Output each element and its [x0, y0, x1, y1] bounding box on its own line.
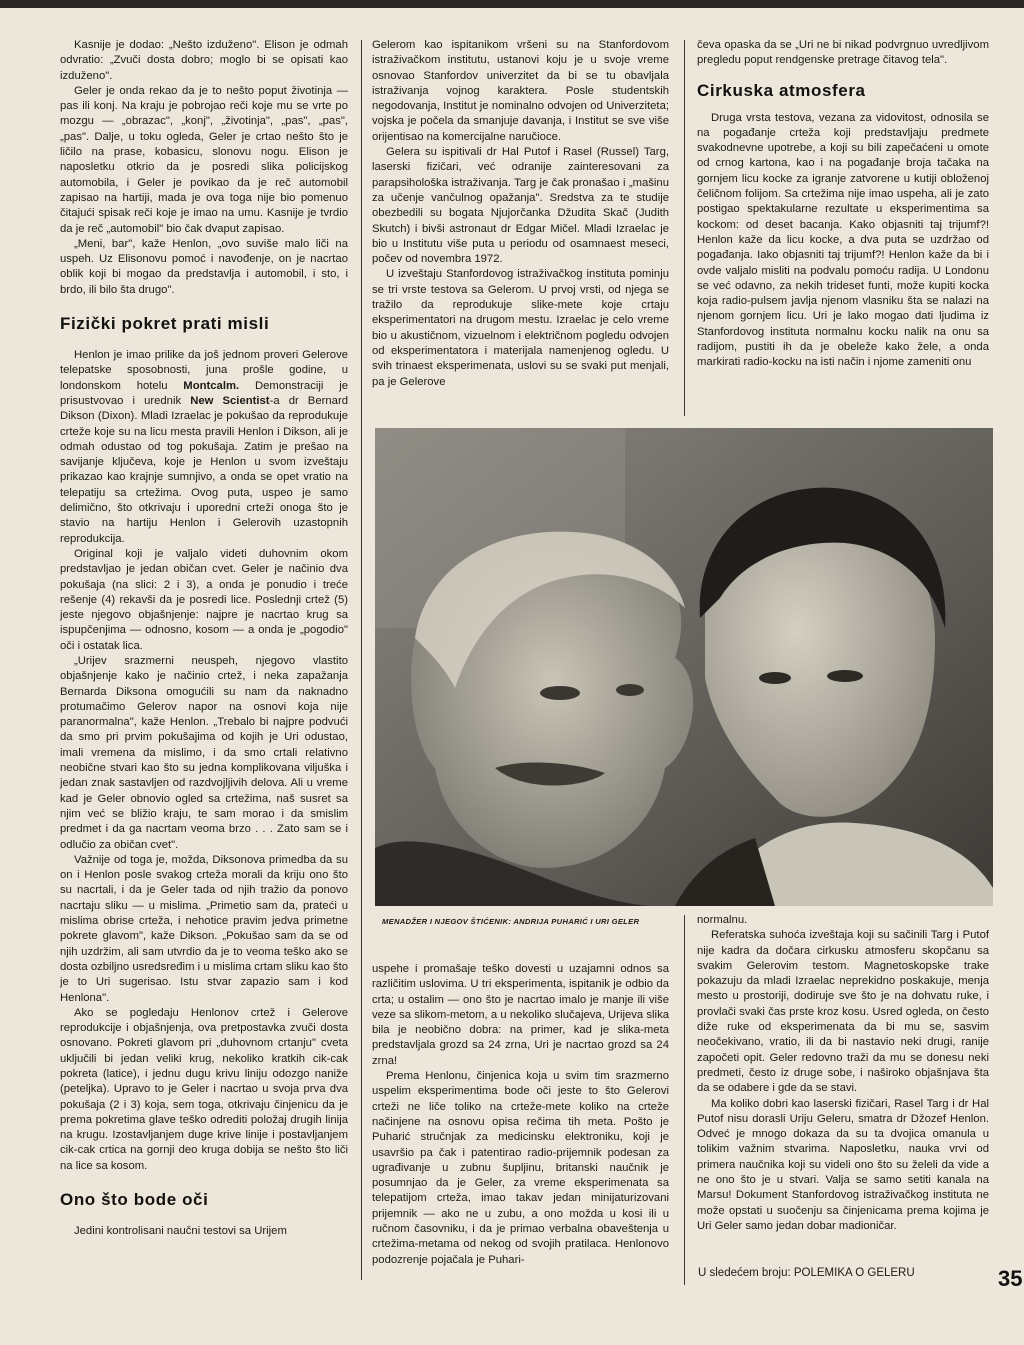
column-divider [684, 40, 685, 416]
paragraph: Druga vrsta testova, vezana za vidovitost, odnosila se na pogađanje crteža koji predstavljaju predmete svakodnevne upotrebe, a koji su bili zapečaćeni u omote od crnog kartona, kao i na pogađanje broja tačaka na gornjem licu kocke za igranje zatvorene u kutiji obloženoj čeličnom folijom. Sa crtežima nije imao uspeha, ali je zato postigao spektakularne rezultate u eksperimentima sa kockom: od deset bacanja. Kako objasniti taj trijumf?! Henlon kaže da licu kocke, a dva puta se uzdržao od pogađanja. Iako objasniti taj trijumf?! Henlon kaže da bi i ovde valjalo misliti na podvalu pomoću radija. U Londonu se već odavno, za nekih trideset funti, može kupiti kocka koja radio-pulsem javlja njenom vlasniku šta se nalazi na njenom gornjem licu. Uri je lako mogao dati ljudima iz Stanfordovog instituta normalnu kocku nalik na onu sa radijom, pustiti ih da je obeleže kako žele, a onda markirati radio-kocku na isti način i njome zameniti onu [697, 111, 989, 369]
page-number: 35 [998, 1266, 1023, 1291]
next-issue-note: U sledećem broju: POLEMIKA O GELERU [698, 1267, 915, 1279]
paragraph: normalnu. [697, 914, 748, 926]
paragraph: čeva opaska da se „Uri ne bi nikad podvrgnuo uvredljivom pregledu poput rendgenske pretrage čitavog tela". [697, 39, 989, 67]
column-2 [372, 38, 669, 412]
page-top-edge [0, 0, 1024, 8]
photo-puharic-geler [375, 428, 993, 906]
magazine-name: New Scientist [190, 394, 270, 407]
paragraph: Kasnije je dodao: „Nešto izduženo". Elison je odmah odvratio: „Zvuči dosta dobro; moglo bi se opisati kao izduženo". [60, 39, 348, 82]
paragraph: Prema Henlonu, činjenica koja u svim tim srazmerno uspelim eksperimentima bode oči jeste to što Gelerovi crteži ne liče toliko na crteže-mete koliko na crteže načinjene na osnovu opisa rečima tih meta. Pošto je Puharić stručnjak za medicinsku elektroniku, koji je usavršio pa čak i patentirao radio-prijemnik podesan za ugrađivanje u zubnu šupljinu, britanski naučnik je posumnjao da je Geler, za vreme eksperimenata sa telepatijom crteža, imao takav jedan minijaturizovani prijemnik — ako ne u zubu, a ono možda u kosi ili u ručnom časovniku, i da je primao verbalna obaveštenja u crtežima-metama od nekog od svojih pratilaca. Henlonovo podozrenje pojačala je Puhari- [372, 1070, 669, 1266]
column-4 [372, 962, 669, 1286]
column-divider [684, 915, 685, 1285]
section-heading-cirkuska: Cirkuska atmosfera [697, 80, 866, 100]
hotel-name: Montcalm. [183, 379, 240, 392]
column-divider [361, 40, 362, 1280]
paragraph: „Urijev srazmerni neuspeh, njegovo vlastito objašnjenje kako je načinio crtež, i neka zapažanja Bernarda Diksona omogućili su nam da naknadno protumačimo Gelerov napor na osnovi koja nije paranormalna", kaže Henlon. „Trebalo bi najpre podvući da smo pri prvim pokušajima od kojih je Uri odustao, imali vremena da mislimo, i da smo crtali relativno neobične stvari kao što su jedna komplikovana viljuška i jedan znak sastavljen od razdvojljivih delova. Ali u vreme kad je Geler obnovio ogled sa crtežima, naš susret sa njim već se bližio kraju, te sam morao i da smislim predmet i da ga nacrtam veoma brzo . . . Zato sam se i odlučio za običan cvet". [60, 654, 348, 851]
paragraph: Jedini kontrolisani naučni testovi sa Urijem [74, 1225, 287, 1238]
column-3 [697, 38, 989, 412]
paragraph: Original koji je valjalo videti duhovnim okom predstavljao je jedan običan cvet. Geler je načinio dva pokušaja (na slici: 2 i 3), a onda je ponudio i treće rešenje (4) rekavši da je posredi lice. Poslednji crtež (5) jeste njegovo objašnjenje: najpre je nacrtao krug sa ispupčenjima — odnosno, kosom — a onda je „pogodio" oči i ostatak lica. [60, 547, 348, 652]
photo-caption: MENADŽER I NJEGOV ŠTIĆENIK: ANDRIJA PUHARIĆ I URI GELER [382, 917, 640, 926]
paragraph: Referatska suhoća izveštaja koji su sačinili Targ i Putof nije kadra da dočara cirkusku atmosferu skopčanu sa svakim Gelerovim testom. Magnetoskopske trake pokazuju da mladi Izraelac neprekidno poskakuje, menja mesto u prostoriji, dodiruje sve što je na dohvatu ruke, i provlači svaki čas prste kroz kosu. Usred ogleda, on često diže ruke od eksperimenata da bi mu se, sasvim neočekivano, vratio, ili da bi nastavio neki drugi, ranije započeti opit. Geler redovno traži da mu se donesu neki predmeti, često iz druge sobe, i naširoko objašnjava šta da se odabere i gde da se stavi. [697, 929, 989, 1095]
section-heading-fizicki: Fizički pokret prati misli [60, 314, 270, 334]
paragraph: Važnije od toga je, možda, Diksonova primedba da su on i Henlon posle svakog crteža morali da kriju ono što su nacrtali, i da je Geler tada od njih tražio da ponovo nacrtaju sliku — u mislima. „Primetio sam da, prateći u mislima obrise crteža, i nehotice pravim jedva primetne pokrete glavom", kaže Dikson. „Pokušao sam da se od njih uzdržim, ali sam utvrdio da je to veoma teško ako se dosta ozbiljno usredsređim i u mislima crtam sliku kao što je to Uri sugerisao. Istu stvar zapazio sam i kod Henlona". [60, 853, 348, 1004]
paragraph: Ako se pogledaju Henlonov crtež i Gelerove reprodukcije i objašnjenja, ova pretpostavka zvuči dosta osnovano. Pokreti glavom pri „duhovnom crtanju" cveta uključili bi jedan veliki krug, nekoliko kratkih cik-cak pokreta (latice), i jednu dugu krivu liniju odozgo naniže (peteljka). Upravo to je Geler i nacrtao u svoja prva dva pokušaja (2 i 3) koja, sem toga, otkrivaju činjenicu da je prema pokretima glave teško odrediti položaj drugih linija na krugu. Izostavljanjem duge krive linije i postavljanjem cik-cak crtica na gornji deo kruga dobija se nešto što liči na lice sa kosom. [60, 1006, 348, 1172]
paragraph: Geler je onda rekao da je to nešto poput životinja — pas ili konj. Na kraju je pobrojao reči koje mu se vrte po mozgu — „obrazac", „konj", „životinja", „pas", „pas", „pas". Dalje, u toku ogleda, Geler je crtao nešto što je ličilo na prase, kobasicu, slonovu nogu. Elison je naposletku otkrio da je posredi slika policijskog automobila, i Geler je povikao da je reč automobil zapisao na hartiji, mada je ova toga nije bio pomenuo čitajući spisak reči koje je imao na umu. Kasnije je tvrdio da je reč „automobil" bio čak dvaput zapisao. [60, 84, 348, 235]
paragraph: Gelerom kao ispitanikom vršeni su na Stanfordovom istraživačkom institutu, ustanovi koju je u svoje vreme osnovao Stanfordov univerzitet da bi se tu obavljala istraživanja vojnog karaktera. Posle studentskih negodovanja, Institut je nominalno odvojen od Univerziteta; vojska je počela da smanjuje davanja, i Institut se sve više orijentisao na komercijalne naručioce. [372, 39, 669, 143]
paragraph-henlon: Henlon je imao prilike da još jednom proveri Gelerove telepatske sposobnosti, juna prošle godine, u londonskom hotelu Montcalm. Demonstraciji je prisustvovao i urednik New Scientist-a dr Bernard Dikson (Dixon). Mladi Izraelac je pokušao da reprodukuje crteže koje su na licu mesta pravili Henlon i Dikson, ali je odmah odustao od tog pokušaja. Zatim je prešao na savijanje ključeva, koje je Henlon u svom izveštaju prikazao kao krajnje sumnjivo, a onda se opet vratio na telepatiju sa crtežima. Ovog puta, uspeo je samo delimično, što otkrivaju i uporedni crteži onoga što je stavio na hartiju Henlon i Gelerovih uzastopnih reprodukcija. [60, 349, 348, 545]
paragraph: Ma koliko dobri kao laserski fizičari, Rasel Targ i dr Hal Putof nisu dorasli Uriju Geleru, smatra dr Džozef Henlon. Odveć je mnogo dokaza da su ta dvojica omanula u tolikim važnim stvarima. Naposletku, nauka vrvi od primera naučnika koji su videli ono što su želeli da vide a ne ono što je u stvari. Valja se samo setiti kanala na Marsu! Dokument Stanfordovog istraživačkog instituta ne može opstati u suočenju sa činjenicama prema kojima je Uri Geler samo jedan dobar madioničar. [697, 1097, 989, 1232]
paragraph: uspehe i promašaje teško dovesti u uzajamni odnos sa različitim uslovima. U tri eksperimenta, ispitanik je odbio da crta; u ostalim — ono što je nacrtao imalo je manje ili više veze sa slikom-metom, a u nekoliko slučajeva, Urijeva slika bila je neobično dobra: na primer, kad je slika-meta predstavljala grozd sa 24 zrna, Uri je nacrtao grozd sa 24 zrna! [372, 963, 669, 1067]
paragraph: U izveštaju Stanfordovog istraživačkog instituta pominju se tri vrste testova sa Gelerom. U prvoj vrsti, od njega se tražilo da reprodukuje slike-mete koje crtaju eksperimentatori na drugom mestu. Izraelac je celo vreme bio u akustičnom, vizuelnom i električnom pogledu odvojen od eksperimentatora i materijala namenjenog ogledu. U svih trinaest eksperimenata, uslovi su se svaki put menjali, pa je Gelerove [372, 268, 669, 388]
column-5 [697, 913, 989, 1261]
paragraph: Gelera su ispitivali dr Hal Putof i Rasel (Russel) Targ, laserski fizičari, već odranije zainteresovani za parapsihološka istraživanja. Targ je čak pronašao i „mašinu za učenje vančulnog opažanja". Sredstva za te studije obezbedili su bogata Njujorčanka Džudita Skač (Judith Skutch) i bivši astronaut dr Edgar Mičel. Mladi Izraelac je bio u Institutu više puta u periodu od osamnaest meseci, počev od novembra 1972. [372, 146, 669, 266]
paragraph: „Meni, bar", kaže Henlon, „ovo suviše malo liči na uspeh. Uz Elisonovu pomoć i navođenje, on je nacrtao oblik koji bi mogao da predstavlja i automobil, i sto, i brdo, ili bilo šta drugo". [60, 237, 348, 296]
section-heading-ono: Ono što bode oči [60, 1190, 209, 1210]
column-1 [60, 38, 348, 1284]
